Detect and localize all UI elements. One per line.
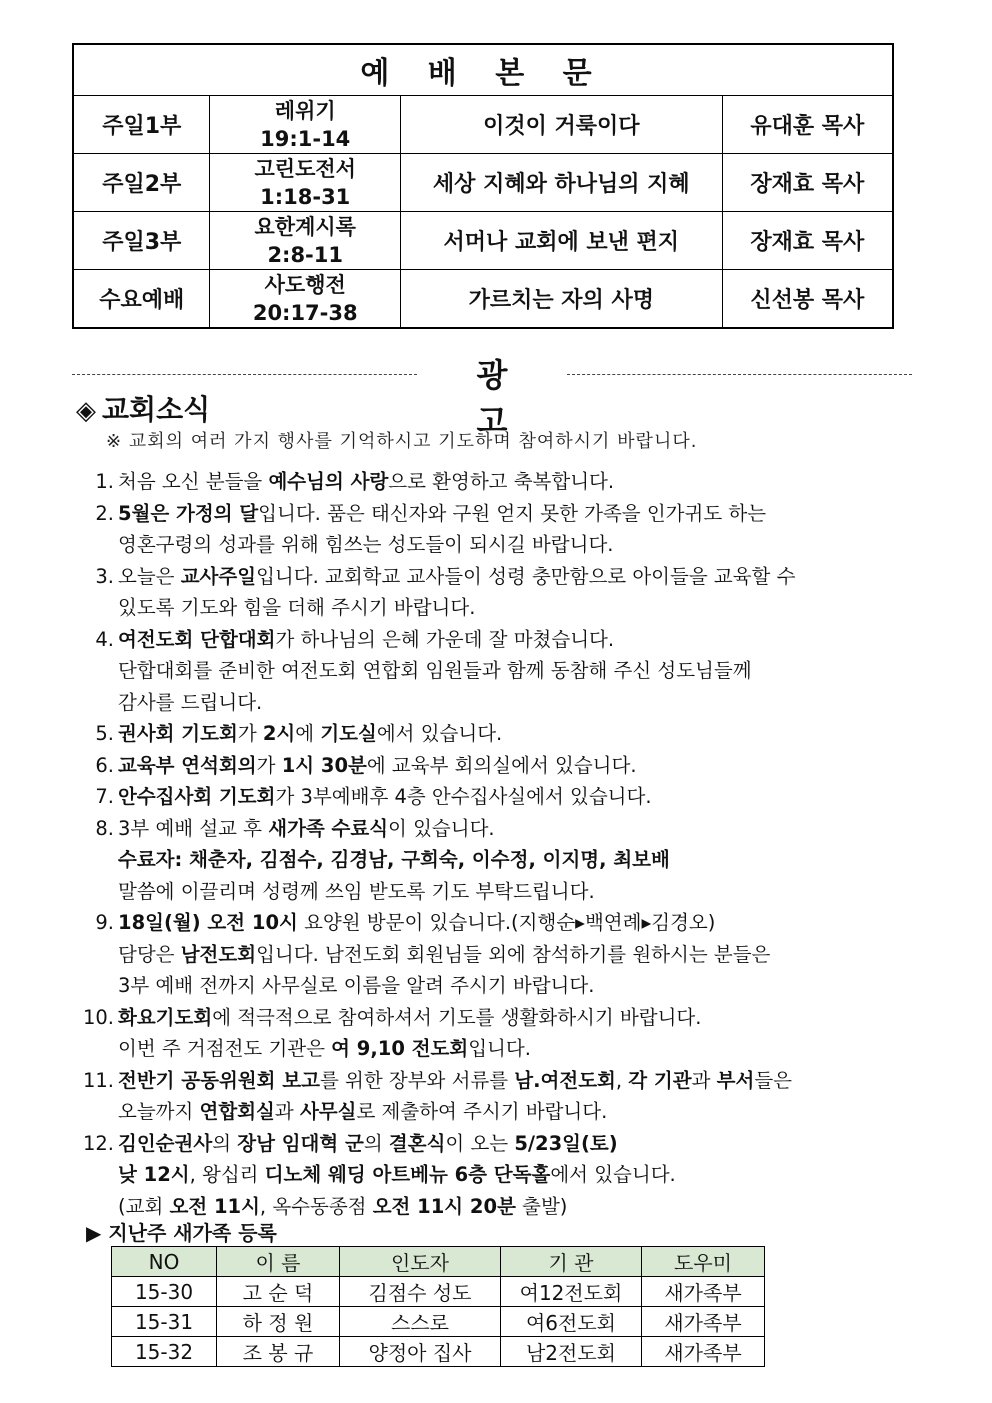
item-number: 4.: [95, 627, 114, 651]
emphasis: 여 9,10 전도회: [331, 1037, 469, 1060]
text: 에서 있습니다.: [550, 1163, 676, 1186]
column-header: 인도자: [340, 1247, 501, 1277]
text: 단합대회를 준비한 여전도회 연합회 임원들과 함께 동참해 주신 성도님들께: [118, 659, 752, 682]
service-name: 주일3부: [73, 212, 210, 270]
table-cell: 새가족부: [642, 1307, 765, 1337]
scripture-verse: 20:17-38: [252, 300, 358, 325]
table-cell: 고 순 덕: [217, 1277, 340, 1307]
emphasis: 장남 임대혁 군: [237, 1131, 364, 1155]
text: 과: [691, 1068, 717, 1092]
table-cell: 여6전도회: [501, 1307, 642, 1337]
service-name: 주일2부: [73, 154, 210, 212]
text-line: [118, 939, 920, 971]
text: 3부 예배 전까지 사무실로 이름을 알려 주시기 바랍니다.: [118, 974, 595, 997]
scripture-verse: 2:8-11: [267, 242, 343, 267]
text: 가: [256, 753, 282, 777]
announcement-item: [70, 781, 920, 813]
church-news-title: 교회소식: [102, 393, 211, 426]
text: 오늘까지: [118, 1100, 200, 1123]
text: 의: [212, 1131, 238, 1155]
item-number: 5.: [95, 722, 114, 745]
text: , 옥수동종점: [259, 1194, 373, 1218]
emphasis: 각 기관: [628, 1068, 692, 1092]
new-family-heading: ▶ 지난주 새가족 등록: [86, 1221, 277, 1245]
scripture-book: 사도행전: [264, 272, 346, 297]
emphasis: 권사회 기도회: [118, 722, 238, 745]
emphasis: 5/23일(토): [514, 1131, 618, 1155]
table-cell: 여12전도회: [501, 1277, 642, 1307]
text: 를 위한 장부와 서류를: [319, 1068, 515, 1092]
text-line: [118, 1096, 920, 1128]
text: 에 교육부 회의실에서 있습니다.: [366, 753, 637, 777]
table-row: [112, 1337, 765, 1367]
emphasis: 결혼식: [388, 1131, 446, 1155]
column-header: 도우미: [642, 1247, 765, 1277]
text: 입니다. 교회학교 교사들이 성령 충만함으로 아이들을 교육할 수: [256, 564, 796, 588]
text: 오늘은: [118, 564, 181, 588]
emphasis: 18일(월) 오전 10시: [118, 911, 298, 934]
text: 출발): [515, 1194, 568, 1218]
table-cell: 조 봉 규: [217, 1337, 340, 1367]
item-number: 10.: [82, 1005, 114, 1029]
emphasis: 1시 30분: [281, 753, 367, 777]
item-number: 3.: [95, 564, 114, 588]
announcement-item: [70, 561, 920, 624]
table-cell: 양정아 집사: [340, 1337, 501, 1367]
emphasis: 남.여전도회: [514, 1068, 616, 1092]
announcement-item: [70, 907, 920, 1002]
text: 영혼구령의 성과를 위해 힘쓰는 성도들이 되시길 바랍니다.: [118, 533, 614, 556]
item-number: 8.: [95, 816, 114, 840]
emphasis: 오전 11시 20분: [372, 1194, 516, 1218]
emphasis: 교사주일: [180, 564, 257, 588]
graduates-list: 수료자: 채춘자, 김점수, 김경남, 구희숙, 이수정, 이지명, 최보배: [118, 848, 670, 871]
preacher: 신선봉 목사: [722, 270, 893, 329]
sermon-topic: 이것이 거룩이다: [400, 96, 722, 154]
text: 의: [363, 1131, 389, 1155]
announcements-title: 광 고: [476, 356, 536, 440]
church-news-heading: [76, 388, 210, 428]
scripture-book: 요한계시록: [254, 214, 356, 239]
column-header: 기 관: [501, 1247, 642, 1277]
text: 가 하나님의 은혜 가운데 잘 마쳤습니다.: [275, 627, 615, 651]
preacher: 장재효 목사: [722, 212, 893, 270]
table-cell: 15-30: [112, 1277, 217, 1307]
table-cell: 하 정 원: [217, 1307, 340, 1337]
emphasis: 남전도회: [180, 942, 257, 966]
text: , 왕십리: [189, 1163, 265, 1186]
text: 3부 예배 설교 후: [118, 816, 269, 840]
text-line: [118, 1159, 920, 1191]
scripture-verse: 1:18-31: [260, 184, 351, 209]
table-cell: 김점수 성도: [340, 1277, 501, 1307]
text: 이 있습니다.: [388, 816, 495, 840]
item-number: 1.: [95, 470, 114, 493]
sermon-topic: 가르치는 자의 사명: [400, 270, 722, 329]
column-header: NO: [112, 1247, 217, 1277]
scripture-passage: [210, 212, 400, 270]
text: 로 제출하여 주시기 바랍니다.: [356, 1100, 608, 1123]
emphasis: 교육부 연석회의: [118, 753, 257, 777]
sermon-topic: 서머나 교회에 보낸 편지: [400, 212, 722, 270]
emphasis: 여전도회 단합대회: [118, 627, 276, 651]
announcement-item: [70, 1065, 920, 1128]
sermon-topic: 세상 지혜와 하나님의 지혜: [400, 154, 722, 212]
text: 담당은: [118, 942, 181, 966]
emphasis: 2시: [262, 722, 296, 745]
sermon-row: [73, 212, 893, 270]
sermon-title: 예 배 본 문: [73, 44, 893, 96]
emphasis: 낮 12시: [118, 1163, 190, 1186]
emphasis: 기도실: [320, 722, 377, 745]
emphasis: 새가족 수료식: [268, 816, 389, 840]
emphasis: 오전 11시: [169, 1194, 260, 1218]
emphasis: 예수님의 사랑: [268, 470, 389, 493]
table-cell: 남2전도회: [501, 1337, 642, 1367]
emphasis: 안수집사회 기도회: [118, 785, 276, 808]
church-news-note: ※ 교회의 여러 가지 행사를 기억하시고 기도하며 참여하시기 바랍니다.: [106, 431, 698, 452]
announcement-item: [70, 624, 920, 719]
text: 입니다. 남전도회 회원님들 외에 참석하기를 원하시는 분들은: [256, 942, 771, 966]
text: 처음 오신 분들을: [118, 470, 269, 493]
item-number: 6.: [95, 753, 114, 777]
emphasis: 연합회실: [199, 1100, 275, 1123]
sermon-row: [73, 270, 893, 329]
table-row: [112, 1277, 765, 1307]
announcement-item: [70, 813, 920, 908]
text: 이 오는: [445, 1131, 515, 1155]
emphasis: 김인순권사: [118, 1131, 213, 1155]
text: 있도록 기도와 힘을 더해 주시기 바랍니다.: [118, 596, 476, 619]
preacher: 장재효 목사: [722, 154, 893, 212]
text: 말씀에 이끌리며 성령께 쓰임 받도록 기도 부탁드립니다.: [118, 879, 595, 903]
item-number: 7.: [95, 785, 114, 808]
item-number: 11.: [82, 1068, 114, 1092]
sermon-row: [73, 96, 893, 154]
table-cell: 15-31: [112, 1307, 217, 1337]
text-line: [118, 1033, 920, 1065]
announcement-item: [70, 1128, 920, 1223]
text: 들은: [754, 1068, 793, 1092]
service-name: 주일1부: [73, 96, 210, 154]
text: 과: [274, 1100, 300, 1123]
text: 에 적극적으로 참여하셔서 기도를 생활화하시기 바랍니다.: [212, 1005, 702, 1029]
sermon-row: [73, 154, 893, 212]
text: 입니다. 품은 태신자와 구원 얻지 못한 가족을 인가귀도 하는: [258, 501, 767, 525]
text: 입니다.: [468, 1037, 531, 1060]
scripture-passage: [210, 96, 400, 154]
text: 에서 있습니다.: [376, 722, 503, 745]
emphasis: 디노체 웨딩 아트베뉴 6층 단독홀: [264, 1163, 551, 1186]
table-cell: 새가족부: [642, 1277, 765, 1307]
dashed-rule-right: [567, 374, 912, 375]
text: 에: [295, 722, 321, 745]
scripture-passage: [210, 154, 400, 212]
emphasis: 화요기도회: [118, 1005, 213, 1029]
item-number: 12.: [82, 1131, 114, 1155]
preacher: 유대훈 목사: [722, 96, 893, 154]
table-row: [112, 1307, 765, 1337]
announcement-item: [70, 718, 920, 750]
emphasis: 전반기 공동위원회 보고: [118, 1068, 320, 1092]
new-family-table: [111, 1246, 765, 1367]
sermon-table: [72, 43, 894, 329]
announcement-item: [70, 498, 920, 561]
text: (교회: [118, 1194, 170, 1218]
dashed-rule-left: [72, 374, 417, 375]
scripture-book: 레위기: [274, 98, 336, 123]
announcement-list: [70, 466, 920, 1222]
announcement-item: [70, 750, 920, 782]
emphasis: 부서: [716, 1068, 755, 1092]
announcement-item: [70, 1002, 920, 1065]
item-number: 9.: [95, 911, 114, 934]
scripture-verse: 19:1-14: [260, 126, 351, 151]
emphasis: 사무실: [299, 1100, 357, 1123]
text: 가: [237, 722, 263, 745]
text: ,: [615, 1068, 629, 1092]
service-name: 수요예배: [73, 270, 210, 329]
table-header-row: [112, 1247, 765, 1277]
text: 요양원 방문이 있습니다.(지행순▸백연례▸김경오): [297, 911, 716, 934]
text: 이번 주 거점전도 기관은: [118, 1037, 332, 1060]
text: 으로 환영하고 축복합니다.: [388, 470, 615, 493]
emphasis: 5월은 가정의 달: [118, 501, 259, 525]
text: 가 3부예배후 4층 안수집사실에서 있습니다.: [275, 785, 652, 808]
table-cell: 스스로: [340, 1307, 501, 1337]
text: 감사를 드립니다.: [118, 690, 263, 714]
table-cell: 새가족부: [642, 1337, 765, 1367]
item-number: 2.: [95, 501, 114, 525]
column-header: 이 름: [217, 1247, 340, 1277]
table-cell: 15-32: [112, 1337, 217, 1367]
announcement-item: [70, 466, 920, 498]
scripture-passage: [210, 270, 400, 329]
scripture-book: 고린도전서: [254, 156, 356, 181]
diamond-bullet-icon: ◈: [76, 396, 96, 426]
